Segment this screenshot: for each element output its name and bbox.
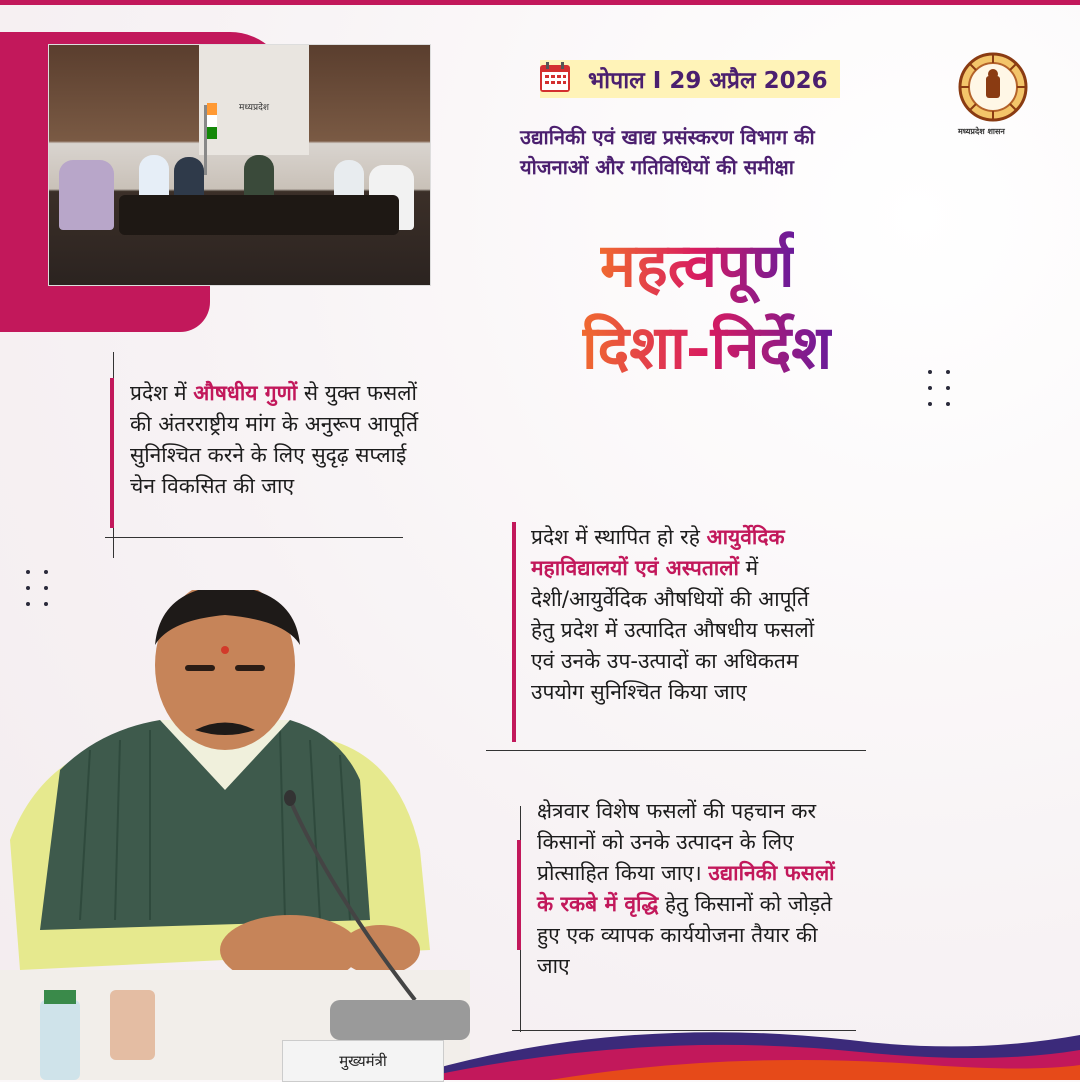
point-1-text: प्रदेश में	[130, 381, 194, 405]
point-3-line-3	[537, 858, 997, 889]
meeting-person	[59, 160, 114, 230]
point-3-line-1: क्षेत्रवार विशेष फसलों की पहचान कर	[537, 799, 817, 823]
point-1-accent-bar	[110, 378, 114, 528]
top-accent-bar	[0, 0, 1080, 5]
calendar-icon	[538, 60, 572, 94]
meeting-photo	[48, 44, 431, 286]
point-2-line-1	[531, 522, 971, 553]
point-3-line-2: किसानों को उनके उत्पादन के लिए	[537, 830, 794, 854]
point-1-line-2: की अंतरराष्ट्रीय मांग के अनुरूप आपूर्ति	[130, 412, 419, 436]
meeting-table	[119, 195, 399, 235]
point-1-line-1	[130, 378, 570, 409]
point-2-line-6: उपयोग सुनिश्चित किया जाए	[531, 680, 747, 704]
point-3-accent-bar	[517, 840, 521, 950]
point-3-highlight: उद्यानिकी फसलों	[708, 861, 835, 885]
flag-saffron	[207, 103, 217, 115]
headline-line-2: दिशा-निर्देश	[582, 304, 832, 386]
point-3-highlight: के रकबे में वृद्धि	[537, 892, 659, 916]
point-1-frame-underline	[105, 537, 403, 538]
meeting-photo-map-label: मध्यप्रदेश	[239, 103, 270, 113]
emblem-label: मध्यप्रदेश शासन	[958, 127, 1005, 136]
point-2-text: प्रदेश में स्थापित हो रहे	[531, 525, 707, 549]
point-2-accent-bar	[512, 522, 516, 742]
point-3	[537, 796, 997, 982]
department-title-line-2: योजनाओं और गतिविधियों की समीक्षा	[520, 155, 794, 179]
point-3-text: हेतु किसानों को जोड़ते	[658, 892, 833, 916]
point-2-line-4: हेतु प्रदेश में उत्पादित औषधीय फसलों	[531, 618, 815, 642]
headline-line-1: महत्वपूर्ण	[600, 222, 794, 304]
mp-government-emblem-icon	[958, 52, 1028, 122]
date-line: भोपाल I 29 अप्रैल 2026	[588, 68, 828, 94]
nameplate: मुख्यमंत्री	[282, 1040, 444, 1082]
department-title-line-1: उद्यानिकी एवं खाद्य प्रसंस्करण विभाग की	[520, 125, 815, 149]
point-2-text: में	[738, 556, 759, 580]
point-3-text: प्रोत्साहित किया जाए।	[537, 861, 709, 885]
department-title	[520, 122, 960, 182]
point-3-line-6: जाए	[537, 954, 570, 978]
bottom-wave-decoration	[430, 1010, 1080, 1080]
point-2-frame-underline	[486, 750, 866, 751]
point-3-line-4	[537, 889, 997, 920]
decorative-dots-right	[928, 370, 954, 406]
point-2	[531, 522, 971, 708]
point-1-text: से युक्त फसलों	[297, 381, 417, 405]
flag-green	[207, 127, 217, 139]
point-2-highlight: आयुर्वेदिक	[706, 525, 785, 549]
point-2-line-2	[531, 553, 971, 584]
flag-white	[207, 115, 217, 127]
point-1-line-4: चेन विकसित की जाए	[130, 474, 295, 498]
point-2-line-3: देशी/आयुर्वेदिक औषधियों की आपूर्ति	[531, 587, 809, 611]
point-2-highlight: महाविद्यालयों एवं अस्पतालों	[531, 556, 739, 580]
point-3-line-5: हुए एक व्यापक कार्ययोजना तैयार की	[537, 923, 818, 947]
date-badge	[540, 60, 840, 98]
point-2-line-5: एवं उनके उप-उत्पादों का अधिकतम	[531, 649, 799, 673]
chief-minister-photo	[0, 590, 470, 1080]
point-1	[130, 378, 570, 502]
point-1-line-3: सुनिश्चित करने के लिए सुदृढ़ सप्लाई	[130, 443, 407, 467]
point-1-highlight: औषधीय गुणों	[193, 381, 298, 405]
